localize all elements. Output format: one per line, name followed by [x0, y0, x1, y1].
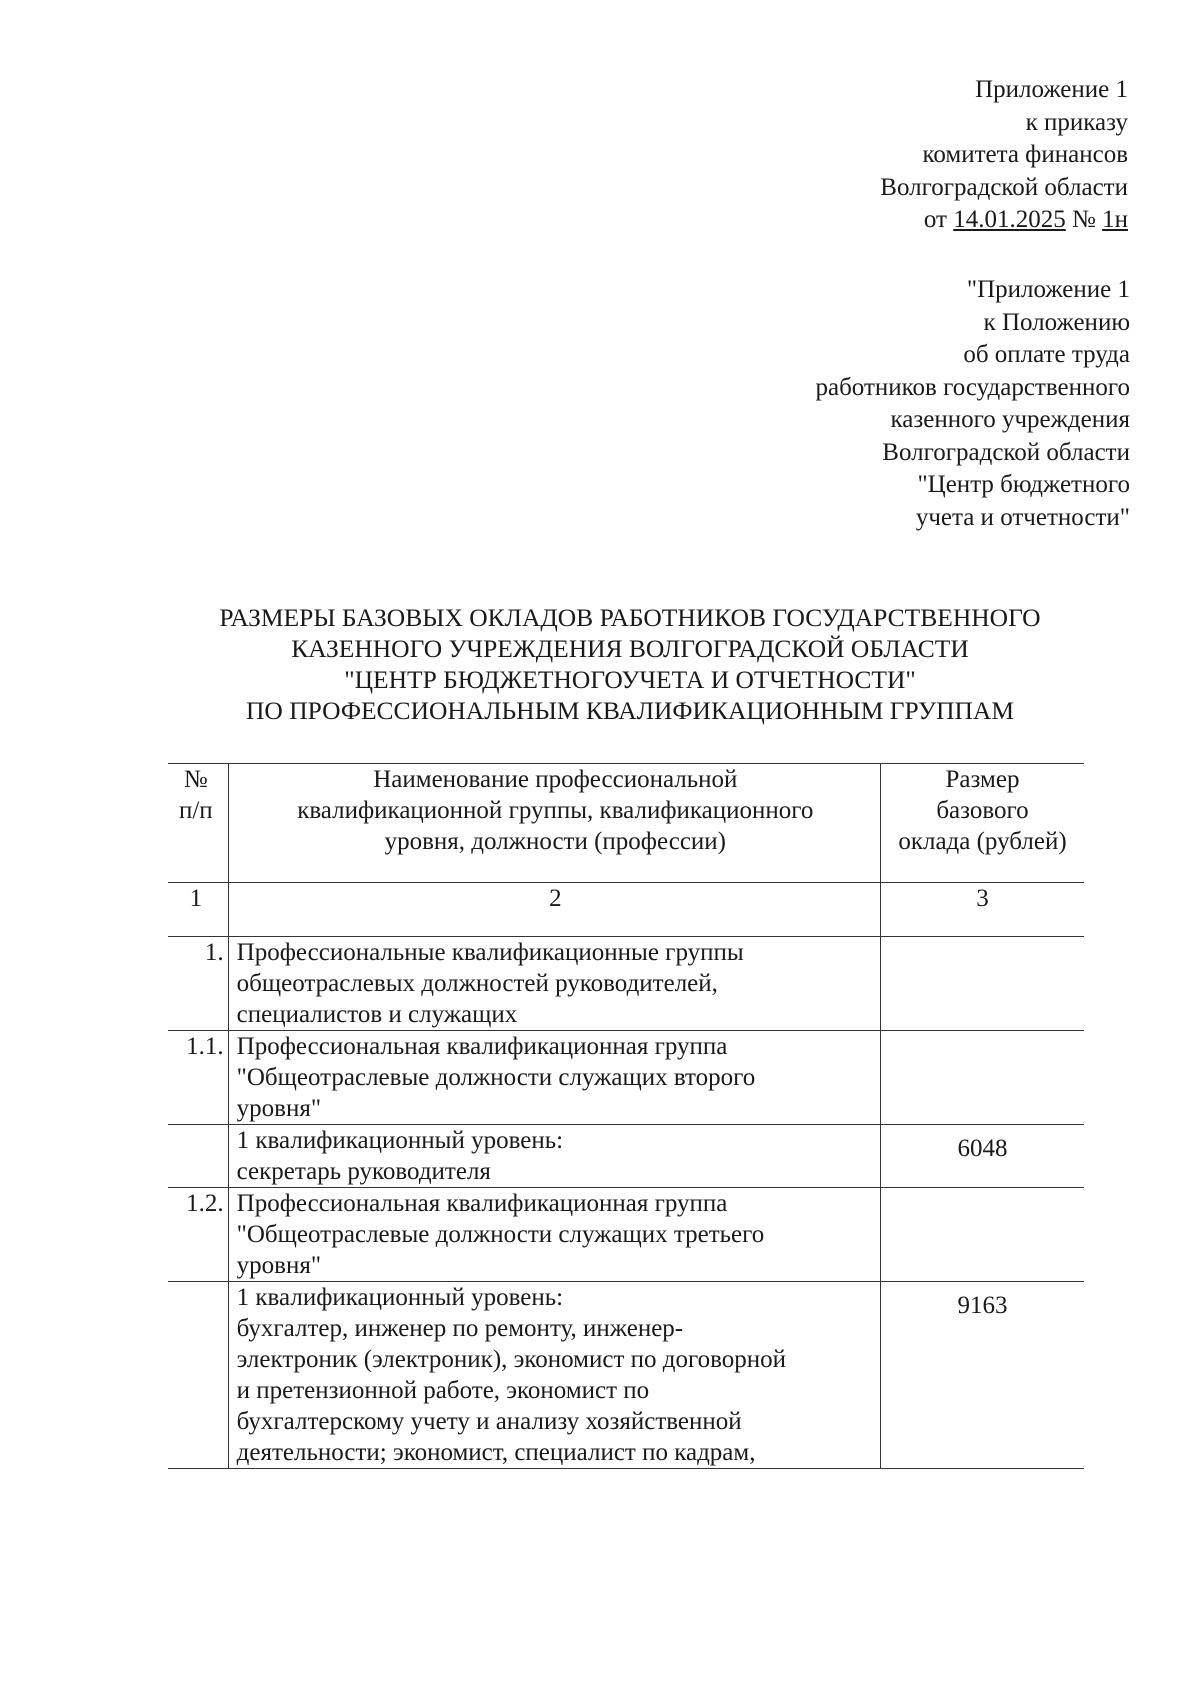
title-line: КАЗЕННОГО УЧРЕЖДЕНИЯ ВОЛГОГРАДСКОЙ ОБЛАСТИ	[291, 634, 969, 663]
appendix-line-1: Приложение 1	[975, 76, 1128, 103]
row-number: 1.	[168, 937, 228, 1031]
regulation-line: работников государственного	[815, 373, 1130, 401]
header-name: Наименование профессиональной квалификационной группы, квалификационного уровня, должности (профессии)	[228, 764, 880, 883]
row-number: 1.2.	[168, 1188, 228, 1282]
table-header-row	[168, 764, 1084, 883]
order-date: 14.01.2025	[953, 206, 1066, 233]
regulation-line: об оплате труда	[963, 341, 1130, 368]
appendix-line-3: комитета финансов	[922, 141, 1128, 168]
number-prefix: №	[1065, 206, 1103, 233]
row-salary	[880, 937, 1084, 1031]
document-title	[160, 602, 1100, 726]
regulation-line: учета и отчетности"	[915, 503, 1130, 531]
column-number: 1	[168, 883, 228, 937]
table-row	[168, 1188, 1084, 1282]
table-row	[168, 1125, 1084, 1188]
appendix-line-2: к приказу	[1025, 108, 1128, 136]
column-number-row	[168, 883, 1084, 937]
header-number: № п/п	[168, 764, 228, 883]
appendix-line-4: Волгоградской области	[880, 173, 1128, 201]
regulation-line: казенного учреждения	[890, 406, 1130, 433]
row-name: 1 квалификационный уровень: секретарь руководителя	[228, 1125, 880, 1188]
row-name: Профессиональная квалификационная группа "Общеотраслевые должности служащих третьего уровня"	[228, 1188, 880, 1282]
header-salary: Размер базового оклада (рублей)	[880, 764, 1084, 883]
row-salary: 6048	[880, 1125, 1084, 1188]
table-row	[168, 1031, 1084, 1125]
row-name: Профессиональные квалификационные группы общеотраслевых должностей руководителей, специалистов и служащих	[228, 937, 880, 1031]
row-name: Профессиональная квалификационная группа "Общеотраслевые должности служащих второго уровня"	[228, 1031, 880, 1125]
appendix-date-line	[880, 204, 1128, 237]
title-line: РАЗМЕРЫ БАЗОВЫХ ОКЛАДОВ РАБОТНИКОВ ГОСУДАРСТВЕННОГО	[219, 603, 1041, 632]
salary-table	[168, 763, 1084, 1469]
row-number: 1.1.	[168, 1031, 228, 1125]
row-number	[168, 1125, 228, 1188]
order-appendix-header	[880, 74, 1128, 237]
order-number: 1н	[1102, 206, 1128, 233]
regulation-line: "Приложение 1	[966, 276, 1130, 303]
regulation-line: "Центр бюджетного	[917, 471, 1130, 498]
row-name: 1 квалификационный уровень: бухгалтер, инженер по ремонту, инженер- электроник (электроник), экономист по договорной и претензионной работе, экономист по бухгалтерскому учету и анализу хозяйственной деятельности; экономист, специалист по кадрам,	[228, 1282, 880, 1469]
column-number: 2	[228, 883, 880, 937]
row-salary	[880, 1188, 1084, 1282]
row-salary: 9163	[880, 1282, 1084, 1469]
column-number: 3	[880, 883, 1084, 937]
date-prefix: от	[923, 206, 954, 233]
row-number	[168, 1282, 228, 1469]
regulation-appendix-header	[815, 274, 1130, 534]
table-row	[168, 1282, 1084, 1469]
table-row	[168, 937, 1084, 1031]
title-line: ПО ПРОФЕССИОНАЛЬНЫМ КВАЛИФИКАЦИОННЫМ ГРУППАМ	[245, 696, 1015, 725]
regulation-line: Волгоградской области	[882, 438, 1130, 466]
regulation-line: к Положению	[983, 308, 1130, 336]
title-line: "ЦЕНТР БЮДЖЕТНОГОУЧЕТА И ОТЧЕТНОСТИ"	[344, 665, 916, 694]
row-salary	[880, 1031, 1084, 1125]
